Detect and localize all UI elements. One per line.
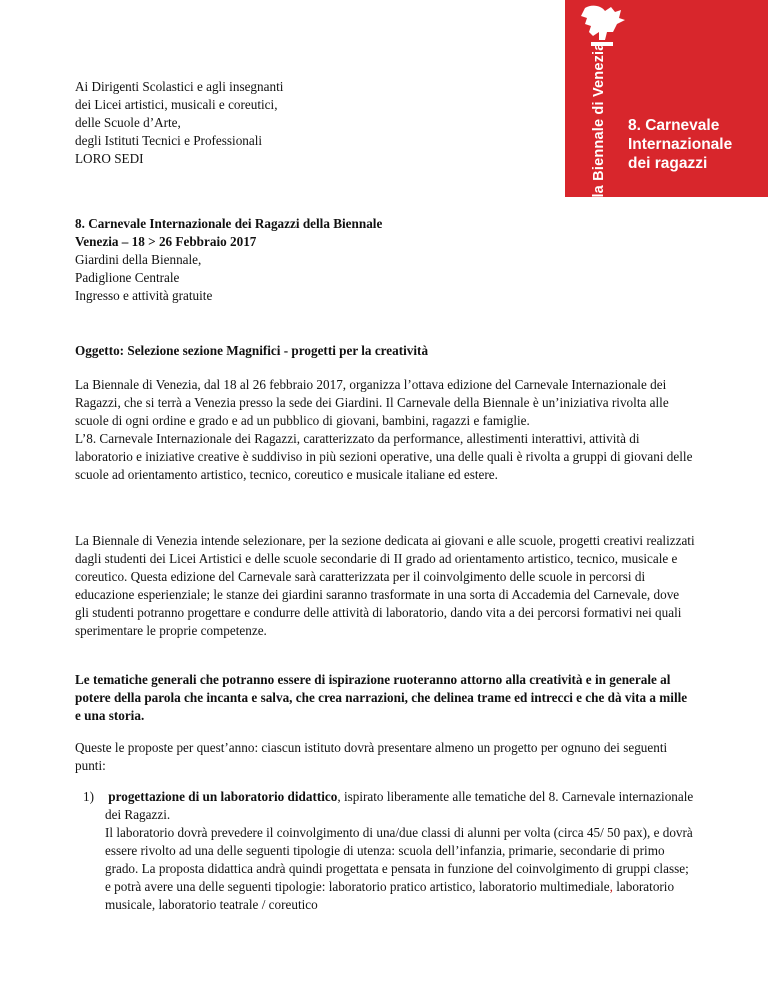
recipients-block	[75, 78, 695, 168]
list-item-text	[105, 824, 695, 914]
event-dates: Venezia – 18 > 26 Febbraio 2017	[75, 234, 257, 249]
recipient-line: delle Scuole d’Arte,	[75, 115, 181, 130]
logo-title-line: Internazionale	[628, 136, 733, 153]
paragraph-text: La Biennale di Venezia, dal 18 al 26 febbraio 2017, organizza l’ottava edizione del Carnevale Internazionale dei Ragazzi, che si terrà a Venezia presso la sede dei Giardini. Il Carnevale della Biennale è un’iniziativa rivolta alle scuole di ogni ordine e grado e ad un pubblico di giovani, bambini, ragazzi e famiglie.	[75, 377, 669, 428]
recipient-line: Ai Dirigenti Scolastici e agli insegnanti	[75, 79, 284, 94]
list-item-comma: ,	[609, 879, 613, 894]
event-entry: Ingresso e attività gratuite	[75, 288, 213, 303]
paragraph-text: L’8. Carnevale Internazionale dei Ragazzi, caratterizzato da performance, allestimenti interattivi, attività di laboratorio e iniziative creative è suddiviso in più sezioni operative, una delle quali è rivolta a gruppi di giovani delle scuole ad orientamento artistico, tecnico, coreutico e musicale italiane ed estere.	[75, 431, 693, 482]
list-item-body	[105, 788, 695, 914]
subject-line: Oggetto: Selezione sezione Magnifici - progetti per la creatività	[75, 343, 429, 358]
event-info-block	[75, 215, 695, 305]
recipient-line: dei Licei artistici, musicali e coreutici,	[75, 97, 278, 112]
proposal-list-item	[83, 788, 695, 914]
logo-title-line: dei ragazzi	[628, 155, 708, 172]
biennale-vertical-label: la Biennale di Venezia	[591, 42, 607, 198]
proposals-paragraph: Queste le proposte per quest’anno: ciascun istituto dovrà presentare almeno un progetto per ognuno dei seguenti punti:	[75, 740, 668, 773]
logo-title-line: 8. Carnevale	[628, 117, 720, 134]
list-item-heading: progettazione di un laboratorio didattico	[108, 789, 338, 804]
list-number: 1)	[83, 789, 94, 804]
list-item-body-a: Il laboratorio dovrà prevedere il coinvolgimento di una/due classi di alunni per volta (circa 45/ 50 pax), e dovrà essere rivolto ad una delle seguenti tipologie di utenza: scuola dell’infanzia, primarie, secondarie di primo grado. La proposta didattica andrà quindi progettata e pensata in funzione del coinvolgimento di gruppi classe; e potrà avere una delle seguenti tipologie: laboratorio pratico artistico, laboratorio multimediale	[105, 825, 693, 894]
event-pavilion: Padiglione Centrale	[75, 270, 180, 285]
recipient-line: LORO SEDI	[75, 151, 144, 166]
list-item-body-b: laboratorio musicale, laboratorio teatrale / coreutico	[105, 879, 675, 912]
event-title: 8. Carnevale Internazionale dei Ragazzi della Biennale	[75, 216, 383, 231]
event-place: Giardini della Biennale,	[75, 252, 202, 267]
intro-paragraph	[75, 376, 695, 484]
list-item-heading-line	[105, 788, 695, 824]
list-item-heading-tail: , ispirato liberamente alle tematiche del 8. Carnevale internazionale dei Ragazzi.	[105, 789, 694, 822]
selection-paragraph: La Biennale di Venezia intende selezionare, per la sezione dedicata ai giovani e alle scuole, progetti creativi realizzati dagli studenti dei Licei Artistici e delle scuole secondarie di II grado ad orientamento artistico, tecnico, musicale e coreutico. Questa edizione del Carnevale sarà caratterizzata per il coinvolgimento delle scuole in percorsi di educazione esperienziale; le stanze dei giardini saranno trasformate in una sorta di Accademia del Carnevale, dove gli studenti potranno progettare e condurre delle attività di laboratorio, dando vita a dei percorsi formativi nei quali sperimentare le proprie competenze.	[75, 533, 695, 638]
recipient-line: degli Istituti Tecnici e Professionali	[75, 133, 263, 148]
themes-paragraph: Le tematiche generali che potranno essere di ispirazione ruoteranno attorno alla creatività e in generale al potere della parola che incanta e salva, che crea narrazioni, che delinea trame ed intrecci e che dà vita a mille e una storia.	[75, 672, 688, 723]
